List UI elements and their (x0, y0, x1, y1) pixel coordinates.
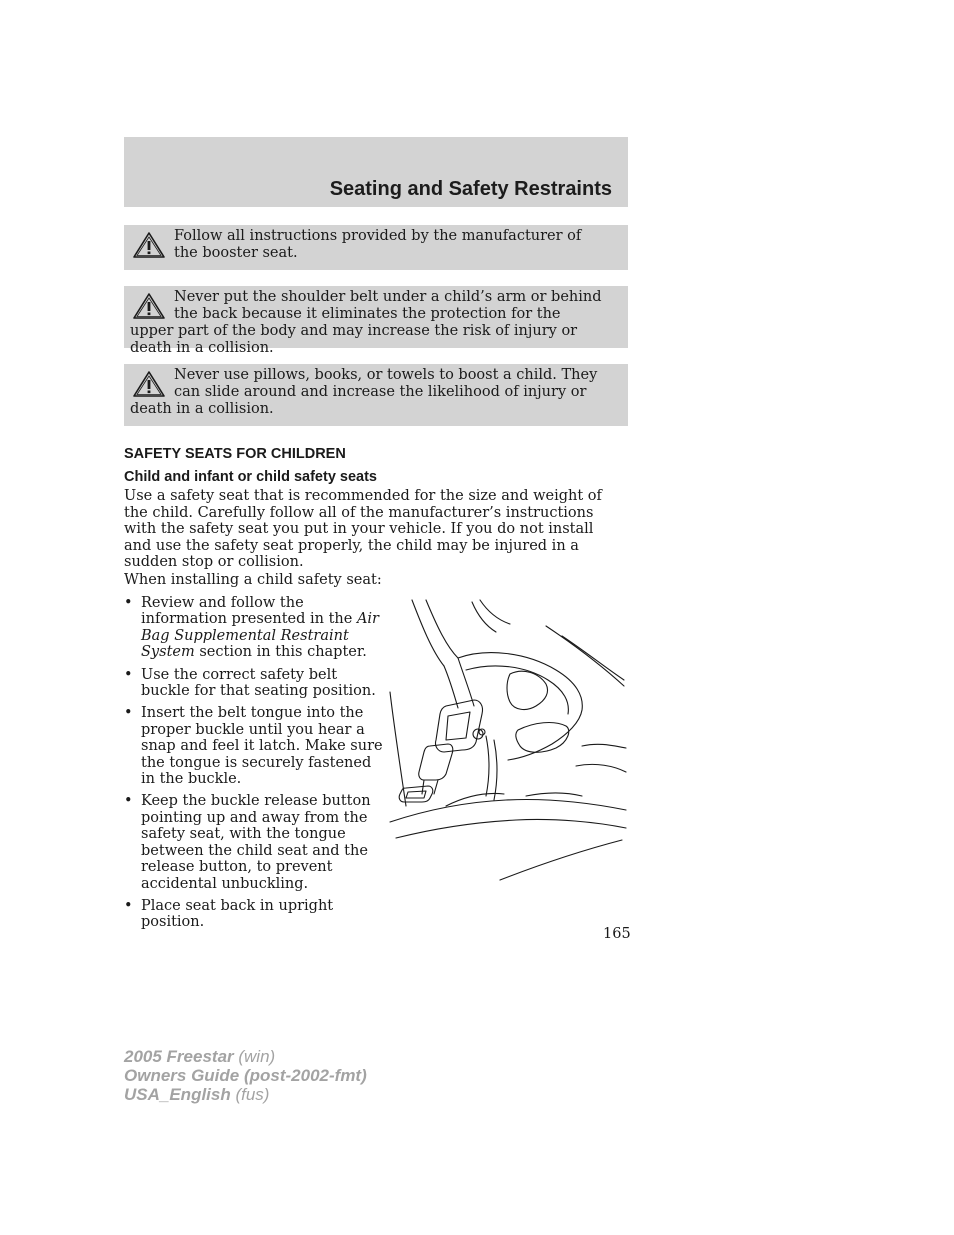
list-item-text: Place seat back in upright position. (141, 897, 334, 931)
section-heading: SAFETY SEATS FOR CHILDREN (124, 446, 346, 462)
footer-line3-normal: (fus) (230, 1085, 270, 1104)
warning-text: Follow all instructions provided by the manufacturer of the booster seat. (174, 228, 582, 261)
bullet-icon: • (124, 595, 133, 611)
bullet-icon: • (124, 793, 133, 810)
page-title: Seating and Safety Restraints (329, 178, 612, 200)
footer-line2-bold: Owners Guide (post-2002-fmt) (124, 1066, 367, 1085)
list-item-italic-reference: Air Bag Supplemental Restraint System (141, 611, 379, 661)
body-paragraph: Use a safety seat that is recommended for the size and weight of the child. Carefully follow all of the manufacturer’s instructions with the safety seat you put in your vehicle. If you do not install and use the safety seat properly, the child may be injured in a sudden stop or collision. (124, 488, 602, 571)
list-item (124, 898, 386, 931)
list-item-text: Keep the buckle release button pointing up and away from the safety seat, with the tongue between the child seat and the release button, to prevent accidental unbuckling. (141, 793, 371, 892)
footer-line1-bold: 2005 Freestar (124, 1047, 234, 1066)
bullet-icon: • (124, 666, 133, 683)
warning-triangle-icon (132, 370, 166, 398)
warning-text: Never put the shoulder belt under a child’s arm or behind the back because it eliminates the protection for the upper part of the body and may increase the risk of injury or death in a collision. (130, 289, 602, 356)
bullet-icon: • (124, 705, 133, 722)
list-item-text-end: section in this chapter. (194, 644, 367, 661)
list-item (124, 667, 386, 700)
page-number: 165 (603, 926, 631, 942)
seat-belt-buckle-illustration (386, 596, 628, 886)
header-band (124, 137, 628, 207)
warning-box-no-pillows (124, 364, 628, 426)
list-item (124, 705, 386, 787)
list-item-text: Use the correct safety belt buckle for that seating position. (141, 666, 376, 700)
warning-box-shoulder-belt (124, 286, 628, 356)
document-footer (124, 1047, 367, 1104)
warning-triangle-icon (132, 292, 166, 320)
footer-line3-bold: USA_English (124, 1085, 231, 1104)
list-item-text: Insert the belt tongue into the proper buckle until you hear a snap and feel it latch. Make sure the tongue is securely fastened in the buckle. (141, 705, 383, 788)
bullet-icon: • (124, 897, 133, 914)
section-subheading: Child and infant or child safety seats (124, 469, 377, 485)
warning-text: Never use pillows, books, or towels to boost a child. They can slide around and increase the likelihood of injury or death in a collision. (130, 367, 598, 417)
warning-triangle-icon (132, 231, 166, 259)
list-intro: When installing a child safety seat: (124, 572, 382, 588)
list-item-text: Review and follow the information presented in the (141, 595, 357, 628)
warning-box-booster-instructions (124, 225, 628, 270)
list-item (124, 793, 386, 891)
footer-line1-normal: (win) (233, 1047, 276, 1066)
list-item (124, 595, 386, 661)
installation-steps-list (124, 595, 386, 937)
